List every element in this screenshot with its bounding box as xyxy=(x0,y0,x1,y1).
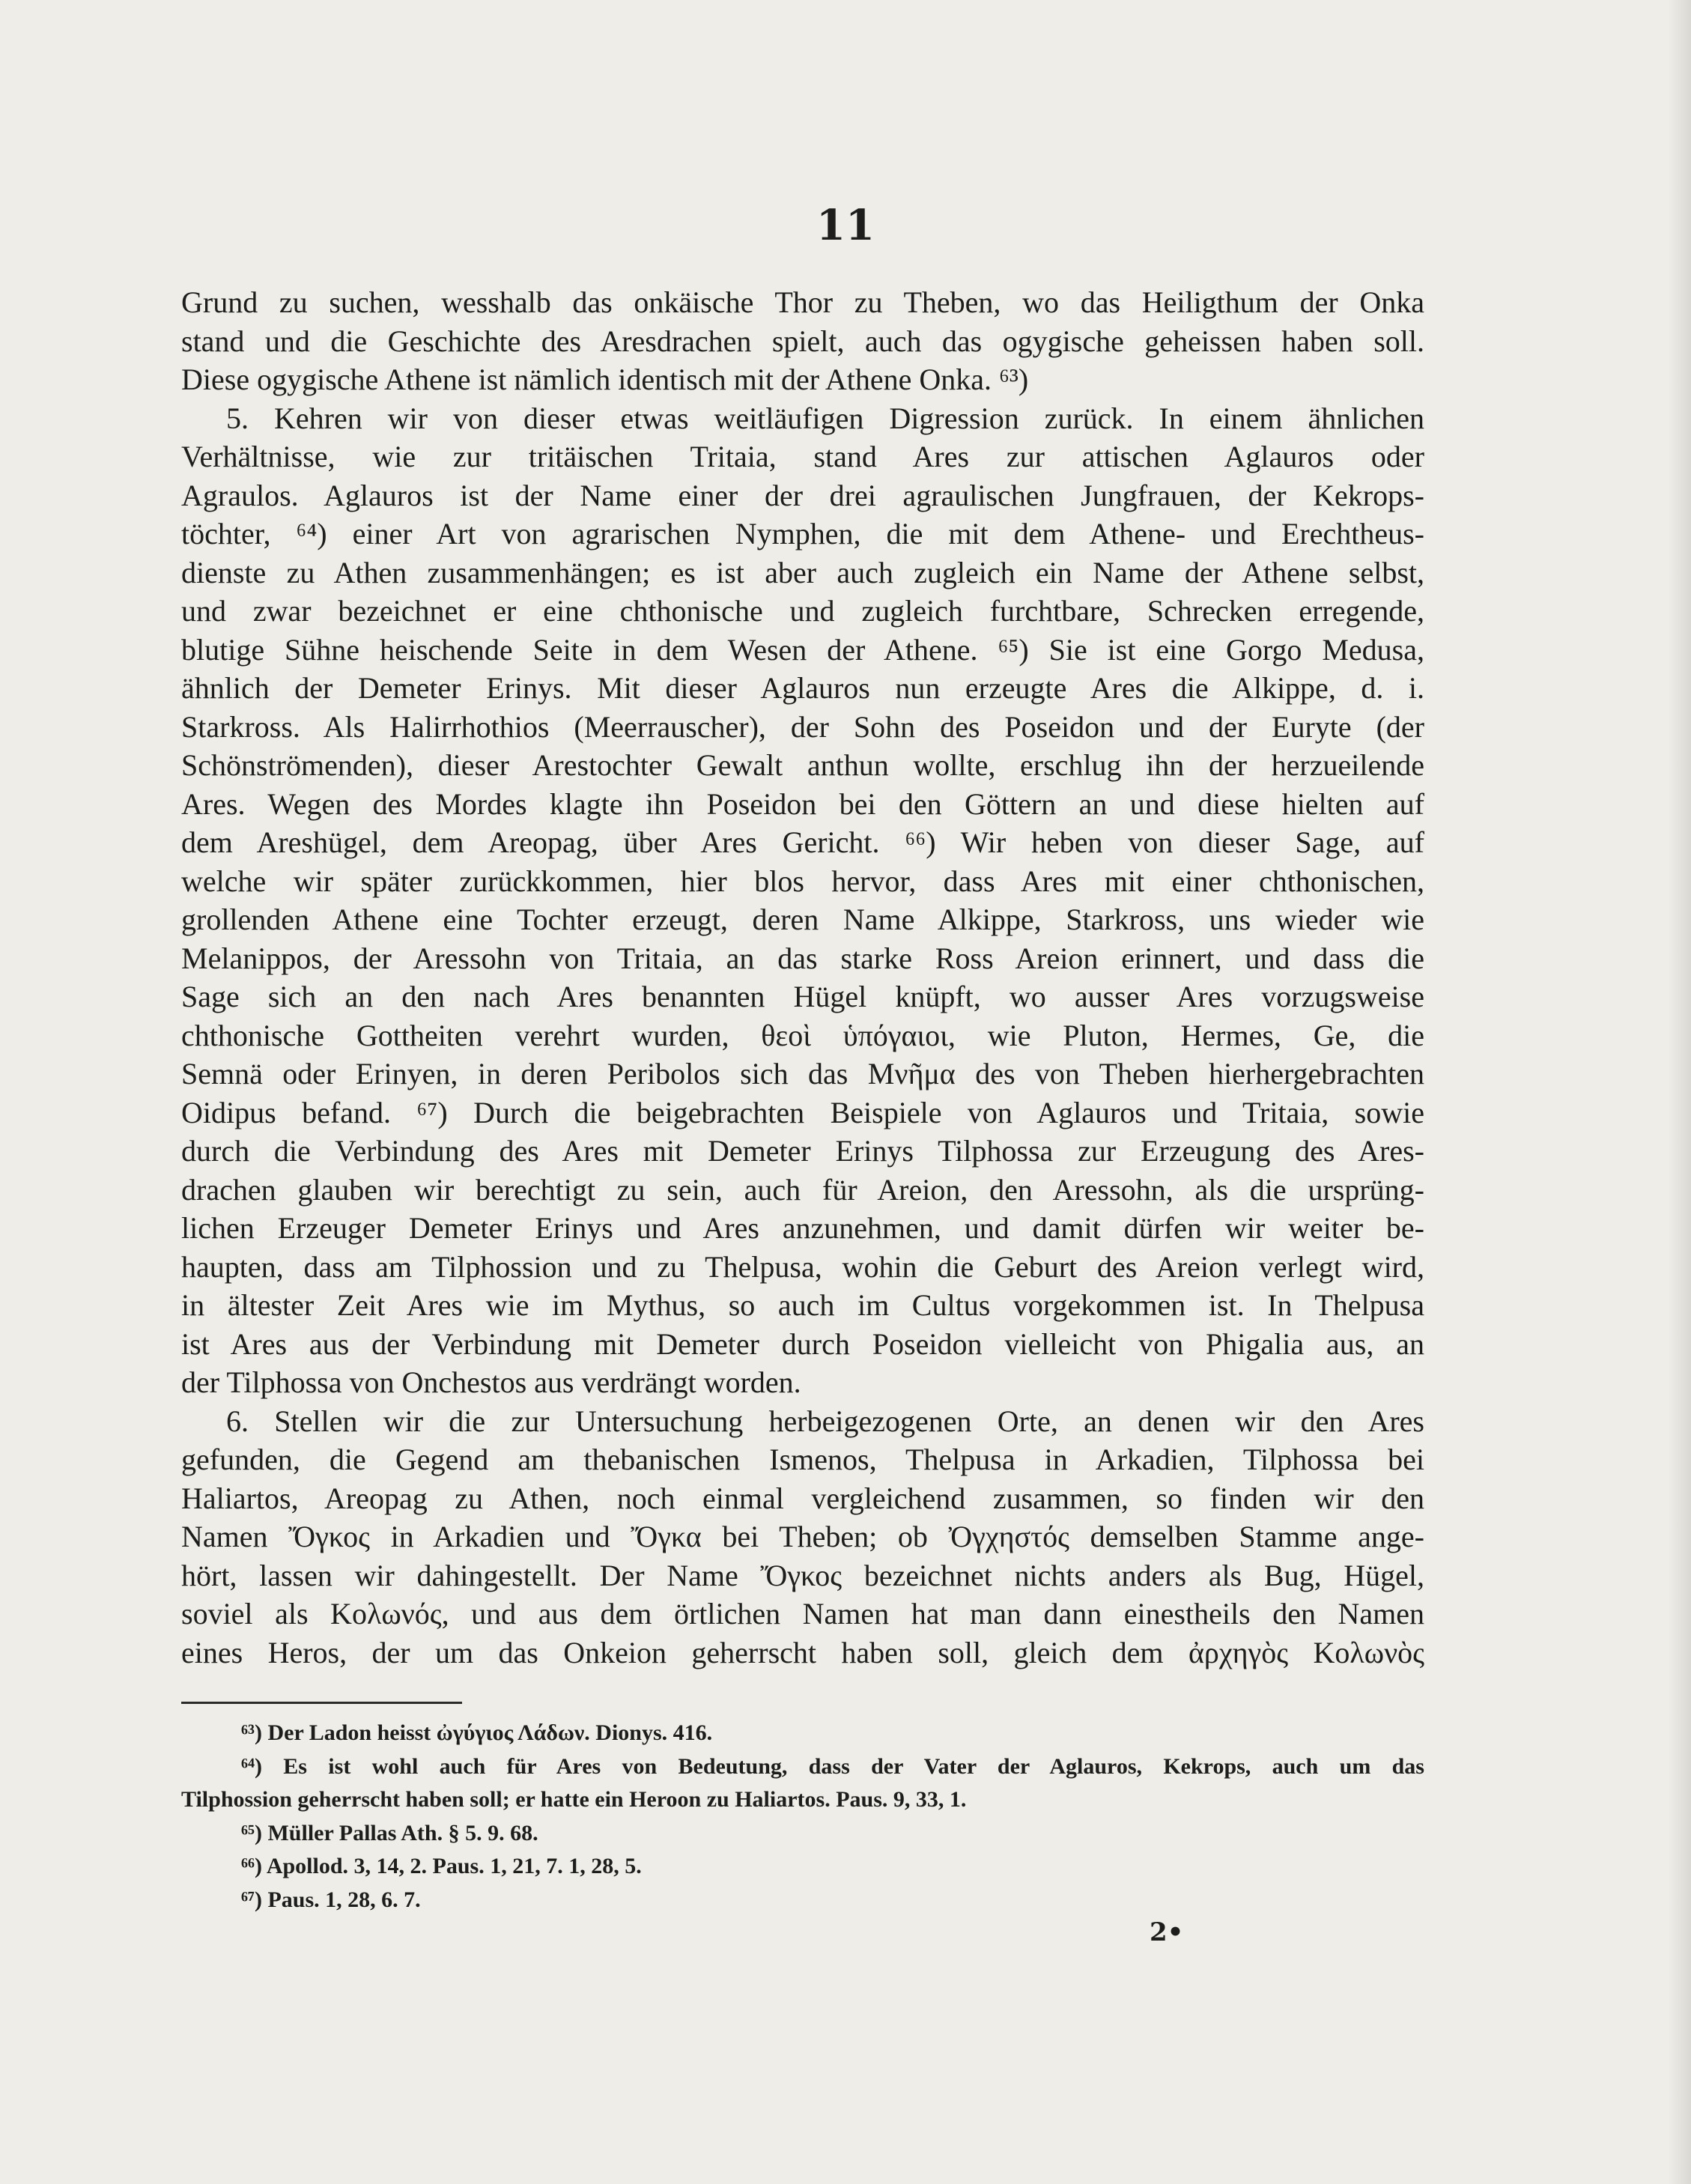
body-text xyxy=(181,283,1424,1672)
body-line: ähnlich der Demeter Erinys. Mit dieser Aglauros nun erzeugte Ares die Alkippe, d. i. xyxy=(181,671,1424,705)
body-line: durch die Verbindung des Ares mit Demeter Erinys Tilphossa zur Erzeugung des Ares- xyxy=(181,1134,1424,1168)
body-line: Verhältnisse, wie zur tritäischen Tritaia, stand Ares zur attischen Aglauros oder xyxy=(181,440,1424,473)
page-gutter-shadow xyxy=(1669,0,1691,2184)
body-line: drachen glauben wir berechtigt zu sein, auch für Areion, den Aressohn, als die ursprüng- xyxy=(181,1172,1424,1207)
body-line: soviel als Κολωνός, und aus dem örtlichen Namen hat man dann einestheils den Namen xyxy=(181,1597,1424,1631)
body-line: chthonische Gottheiten verehrt wurden, θεοὶ ὑπόγαιοι, wie Pluton, Hermes, Ge, die xyxy=(181,1018,1424,1052)
signature-mark: 2• xyxy=(1150,1917,1184,1947)
body-line: der Tilphossa von Onchestos aus verdrängt worden. xyxy=(181,1365,801,1399)
body-line: grollenden Athene eine Tochter erzeugt, deren Name Alkippe, Starkross, uns wieder wie xyxy=(181,903,1424,936)
body-line: haupten, dass am Tilphossion und zu Thelpusa, wohin die Geburt des Areion verlegt wird, xyxy=(181,1249,1424,1284)
body-line: 5. Kehren wir von dieser etwas weitläufigen Digression zurück. In einem ähnlichen xyxy=(226,401,1424,435)
body-line: Semnä oder Erinyen, in deren Peribolos sich das Μνῆμα des von Theben hierhergebrachten xyxy=(181,1057,1424,1091)
body-line: gefunden, die Gegend am thebanischen Ismenos, Thelpusa in Arkadien, Tilphossa bei xyxy=(181,1443,1424,1476)
body-line: ist Ares aus der Verbindung mit Demeter durch Poseidon vielleicht von Phigalia aus, an xyxy=(181,1326,1424,1361)
footnote-separator xyxy=(181,1702,462,1704)
body-line: Oidipus befand. ⁶⁷) Durch die beigebrachten Beispiele von Aglauros und Tritaia, sowie xyxy=(181,1095,1424,1129)
body-line: und zwar bezeichnet er eine chthonische und zugleich furchtbare, Schrecken erregende, xyxy=(181,594,1424,628)
body-line: Melanippos, der Aressohn von Tritaia, an das starke Ross Areion erinnert, und dass die xyxy=(181,941,1424,975)
body-line: dem Areshügel, dem Areopag, über Ares Gericht. ⁶⁶) Wir heben von dieser Sage, auf xyxy=(181,825,1424,859)
footnote-continuation: Tilphossion geherrscht haben soll; er hatte ein Heroon zu Haliartos. Paus. 9, 33, 1. xyxy=(181,1787,967,1812)
body-line: Agraulos. Aglauros ist der Name einer der drei agraulischen Jungfrauen, der Kekrops- xyxy=(181,478,1424,512)
footnotes xyxy=(181,1717,1424,1917)
footnote: ⁶⁴) Es ist wohl auch für Ares von Bedeutung, dass der Vater der Aglauros, Kekrops, auch um das xyxy=(241,1753,1424,1779)
body-line: töchter, ⁶⁴) einer Art von agrarischen Nymphen, die mit dem Athene- und Erechtheus- xyxy=(181,517,1424,550)
body-line: Sage sich an den nach Ares benannten Hügel knüpft, wo ausser Ares vorzugsweise xyxy=(181,980,1424,1013)
body-line: blutige Sühne heischende Seite in dem Wesen der Athene. ⁶⁵) Sie ist eine Gorgo Medusa, xyxy=(181,632,1424,667)
body-line: Namen Ὄγκος in Arkadien und Ὄγκα bei Theben; ob Ὀγχηστός demselben Stamme ange- xyxy=(181,1520,1424,1553)
page-number: 11 xyxy=(816,201,875,250)
body-line: Diese ogygische Athene ist nämlich identisch mit der Athene Onka. ⁶³) xyxy=(181,363,1029,396)
body-line: hört, lassen wir dahingestellt. Der Name Ὄγκος bezeichnet nichts anders als Bug, Hügel, xyxy=(181,1558,1424,1592)
body-line: lichen Erzeuger Demeter Erinys und Ares anzunehmen, und damit dürfen wir weiter be- xyxy=(181,1211,1424,1245)
body-line: Starkross. Als Halirrhothios (Meerrauscher), der Sohn des Poseidon und der Euryte (der xyxy=(181,709,1424,744)
footnote: ⁶⁵) Müller Pallas Ath. § 5. 9. 68. xyxy=(241,1820,538,1845)
body-line: dienste zu Athen zusammenhängen; es ist aber auch zugleich ein Name der Athene selbst, xyxy=(181,555,1424,589)
body-line: stand und die Geschichte des Aresdrachen spielt, auch das ogygische geheissen haben soll. xyxy=(181,324,1424,358)
footnote: ⁶⁷) Paus. 1, 28, 6. 7. xyxy=(241,1887,421,1912)
body-line: Grund zu suchen, wesshalb das onkäische Thor zu Theben, wo das Heiligthum der Onka xyxy=(181,285,1424,319)
footnote: ⁶⁶) Apollod. 3, 14, 2. Paus. 1, 21, 7. 1, 28, 5. xyxy=(241,1854,642,1878)
body-line: Haliartos, Areopag zu Athen, noch einmal vergleichend zusammen, so finden wir den xyxy=(181,1481,1424,1515)
body-line: Schönströmenden), dieser Arestochter Gewalt anthun wollte, erschlug ihn der herzueilende xyxy=(181,748,1424,782)
body-line: 6. Stellen wir die zur Untersuchung herbeigezogenen Orte, an denen wir den Ares xyxy=(226,1404,1424,1438)
body-line: in ältester Zeit Ares wie im Mythus, so auch im Cultus vorgekommen ist. In Thelpusa xyxy=(181,1288,1424,1322)
body-line: welche wir später zurückkommen, hier blos hervor, dass Ares mit einer chthonischen, xyxy=(181,864,1424,898)
footnote: ⁶³) Der Ladon heisst ὠγύγιος Λάδων. Dionys. 416. xyxy=(241,1720,713,1745)
body-line: Ares. Wegen des Mordes klagte ihn Poseidon bei den Göttern an und diese hielten auf xyxy=(181,786,1424,821)
body-line: eines Heros, der um das Onkeion geherrscht haben soll, gleich dem ἀρχηγὸς Κολωνὸς xyxy=(181,1635,1424,1669)
